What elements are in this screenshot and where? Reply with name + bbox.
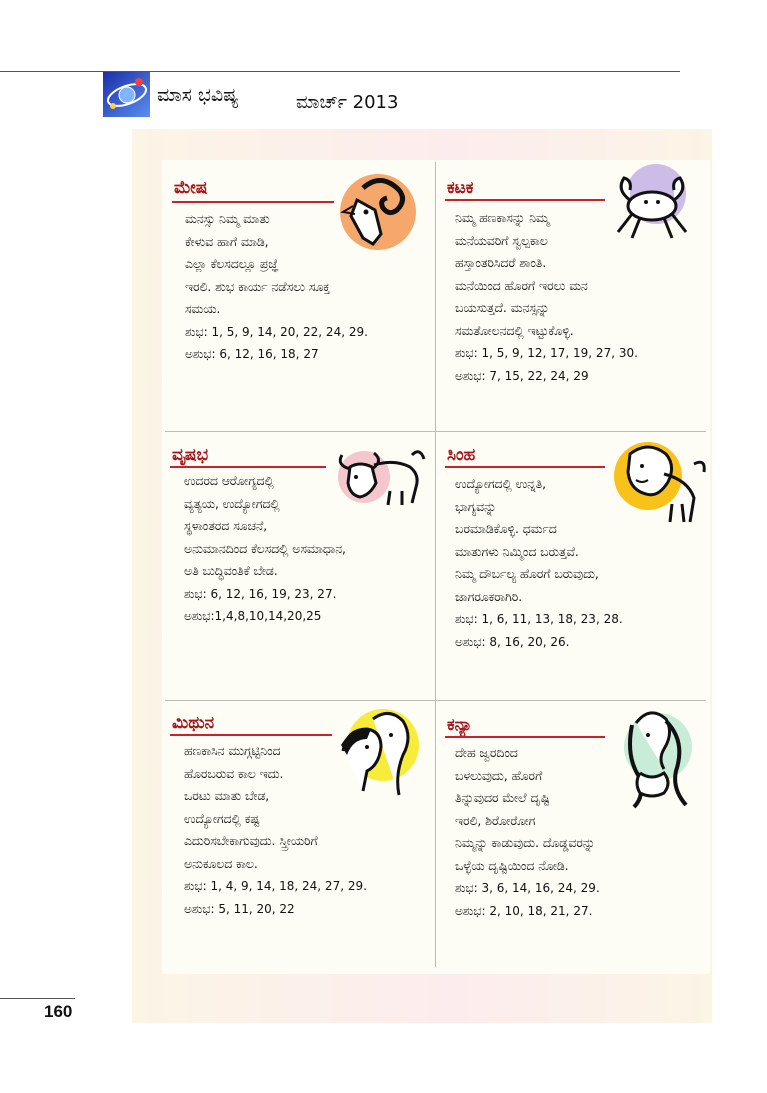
sign-name: ಸಿಂಹ (447, 445, 476, 465)
prediction-line: ಹಣಕಾಸಿನ ಮುಗ್ಗಟ್ಟಿನಿಂದ (184, 744, 281, 758)
column-divider (435, 162, 436, 967)
shubha-dates: ಶುಭ: 1, 4, 9, 14, 18, 24, 27, 29. (184, 879, 367, 893)
top-rule (0, 71, 680, 72)
sign-underline (445, 736, 605, 738)
prediction-line: ಸ್ಥಳಾಂತರದ ಸೂಚನೆ, (184, 519, 268, 533)
prediction-line: ಅನುಮಾನದಿಂದ ಕೆಲಸದಲ್ಲಿ ಅಸಮಾಧಾನ, (184, 541, 346, 556)
prediction-line: ವ್ಯತ್ಯಯ, ಉದ್ಯೋಗದಲ್ಲಿ (184, 496, 280, 511)
bull-icon (334, 441, 426, 507)
prediction-line: ಹೊರಬರುವ ಕಾಲ ಇದು. (184, 766, 284, 781)
ashubha-dates: ಅಶುಭ: 7, 15, 22, 24, 29 (455, 368, 589, 383)
row-divider (436, 431, 706, 432)
prediction-line: ಕೇಳುವ ಹಾಗೆ ಮಾಡಿ, (185, 234, 269, 249)
prediction-line: ಮಾತುಗಳು ನಿಮ್ಮಿಂದ ಬರುತ್ತವೆ. (455, 544, 579, 559)
page-number: 160 (44, 1002, 73, 1021)
sign-name: ಮಿಥುನ (172, 713, 215, 733)
sign-text (455, 207, 638, 387)
shubha-dates: ಶುಭ: 3, 6, 14, 16, 24, 29. (455, 881, 600, 895)
row-divider (436, 700, 706, 701)
ashubha-dates: ಅಶುಭ: 2, 10, 18, 21, 27. (455, 903, 593, 918)
header-month: ಮಾರ್ಚ್ 2013 (296, 92, 399, 113)
prediction-line: ಇರಲಿ, ಶಿರೋರೋಗ (455, 813, 536, 828)
prediction-line: ಅನುಕೂಲದ ಕಾಲ. (184, 856, 258, 871)
sign-name: ಕನ್ಯಾ (447, 715, 473, 735)
sign-text (455, 742, 600, 922)
prediction-line: ಅತಿ ಬುದ್ಧಿವಂತಿಕೆ ಬೇಡ. (184, 564, 278, 578)
prediction-line: ಒಳ್ಳೆಯ ದೃಷ್ಟಿಯಿಂದ ನೋಡಿ. (455, 858, 569, 873)
prediction-line: ಉದ್ಯೋಗದಲ್ಲಿ ಕಷ್ಟ (184, 811, 260, 826)
prediction-line: ಹಸ್ತಾಂತರಿಸಿದರೆ ಶಾಂತಿ. (455, 256, 547, 270)
prediction-line: ನಿಮ್ಮನ್ನು ಕಾಡುವುದು. ದೊಡ್ಡವರನ್ನು (455, 836, 596, 850)
shubha-dates: ಶುಭ: 1, 5, 9, 12, 17, 19, 27, 30. (455, 346, 638, 360)
prediction-line: ನಿಮ್ಮ ದೌರ್ಬಲ್ಯ ಹೊರಗೆ ಬರುವುದು, (455, 567, 599, 581)
ashubha-dates: ಅಶುಭ: 5, 11, 20, 22 (184, 901, 295, 916)
prediction-line: ಮನೆಯಿಂದ ಹೊರಗೆ ಇರಲು ಮನ (455, 278, 588, 293)
prediction-line: ಒರಟು ಮಾತು ಬೇಡ, (184, 789, 270, 803)
prediction-line: ಮನಸ್ಸು ನಿಮ್ಮ ಮಾತು (185, 212, 270, 226)
prediction-line: ಉದ್ಯೋಗದಲ್ಲಿ ಉನ್ನತಿ, (455, 477, 547, 491)
prediction-line: ಸಮಯ. (185, 302, 221, 316)
sign-name: ವೃಷಭ (172, 445, 209, 465)
prediction-line: ತಿನ್ನುವುದರ ಮೇಲೆ ದೃಷ್ಟಿ (455, 791, 550, 805)
row-divider (165, 431, 435, 432)
shubha-dates: ಶುಭ: 1, 5, 9, 14, 20, 22, 24, 29. (185, 324, 368, 339)
sign-underline (170, 734, 332, 736)
prediction-line: ಬಯಸುತ್ತದೆ. ಮನಸ್ಸನ್ನು (455, 301, 550, 315)
prediction-line: ನಿಮ್ಮ ಹಣಕಾಸನ್ನು ನಿಮ್ಮ (455, 211, 550, 225)
page-number-rule (0, 998, 75, 999)
prediction-line: ಇರಲಿ. ಶುಭ ಕಾರ್ಯ ನಡೆಸಲು ಸೂಕ್ತ (185, 279, 330, 294)
prediction-line: ಉದರದ ಆರೋಗ್ಯದಲ್ಲಿ (184, 474, 274, 488)
prediction-line: ಭಾಗ್ಯವನ್ನು (455, 499, 497, 514)
sign-text (184, 470, 346, 628)
sign-underline (170, 466, 326, 468)
ashubha-dates: ಅಶುಭ: 6, 12, 16, 18, 27 (185, 347, 319, 361)
prediction-line: ಸಮತೋಲನದಲ್ಲಿ ಇಟ್ಟುಕೊಳ್ಳಿ. (455, 323, 574, 338)
sign-underline (172, 201, 334, 203)
prediction-line: ಬಳಲುವುದು, ಹೊರಗೆ (455, 768, 543, 783)
prediction-line: ಜಾಗರೂಕರಾಗಿರಿ. (455, 589, 523, 604)
shubha-dates: ಶುಭ: 6, 12, 16, 19, 23, 27. (184, 586, 337, 601)
ashubha-dates: ಅಶುಭ: 8, 16, 20, 26. (455, 634, 570, 649)
lion-icon (608, 434, 708, 528)
sign-name: ಮೇಷ (174, 178, 208, 198)
sign-underline (445, 466, 605, 468)
row-divider (165, 700, 435, 701)
shubha-dates: ಶುಭ: 1, 6, 11, 13, 18, 23, 28. (455, 612, 623, 626)
ashubha-dates: ಅಶುಭ:1,4,8,10,14,20,25 (184, 609, 322, 623)
header-title: ಮಾಸ ಭವಿಷ್ಯ (157, 84, 239, 106)
prediction-line: ದೇಹ ಜ್ವರದಿಂದ (455, 746, 518, 760)
prediction-line: ಎದುರಿಸಬೇಕಾಗುವುದು. ಸ್ತ್ರೀಯರಿಗೆ (184, 834, 318, 848)
prediction-line: ಬರಮಾಡಿಕೊಳ್ಳಿ. ಧರ್ಮದ (455, 522, 557, 536)
sign-underline (445, 199, 605, 201)
sign-text (185, 208, 368, 366)
prediction-line: ಮನೆಯವರಿಗೆ ಸ್ವಲ್ಪಕಾಲ (455, 233, 548, 248)
zodiac-logo-icon (103, 72, 150, 117)
prediction-line: ಎಲ್ಲಾ ಕೆಲಸದಲ್ಲೂ ಪ್ರಜ್ಞೆ (185, 257, 279, 271)
sign-text (455, 473, 623, 653)
sign-text (184, 740, 367, 920)
sign-name: ಕಟಕ (447, 178, 474, 198)
maiden-icon (606, 703, 700, 809)
